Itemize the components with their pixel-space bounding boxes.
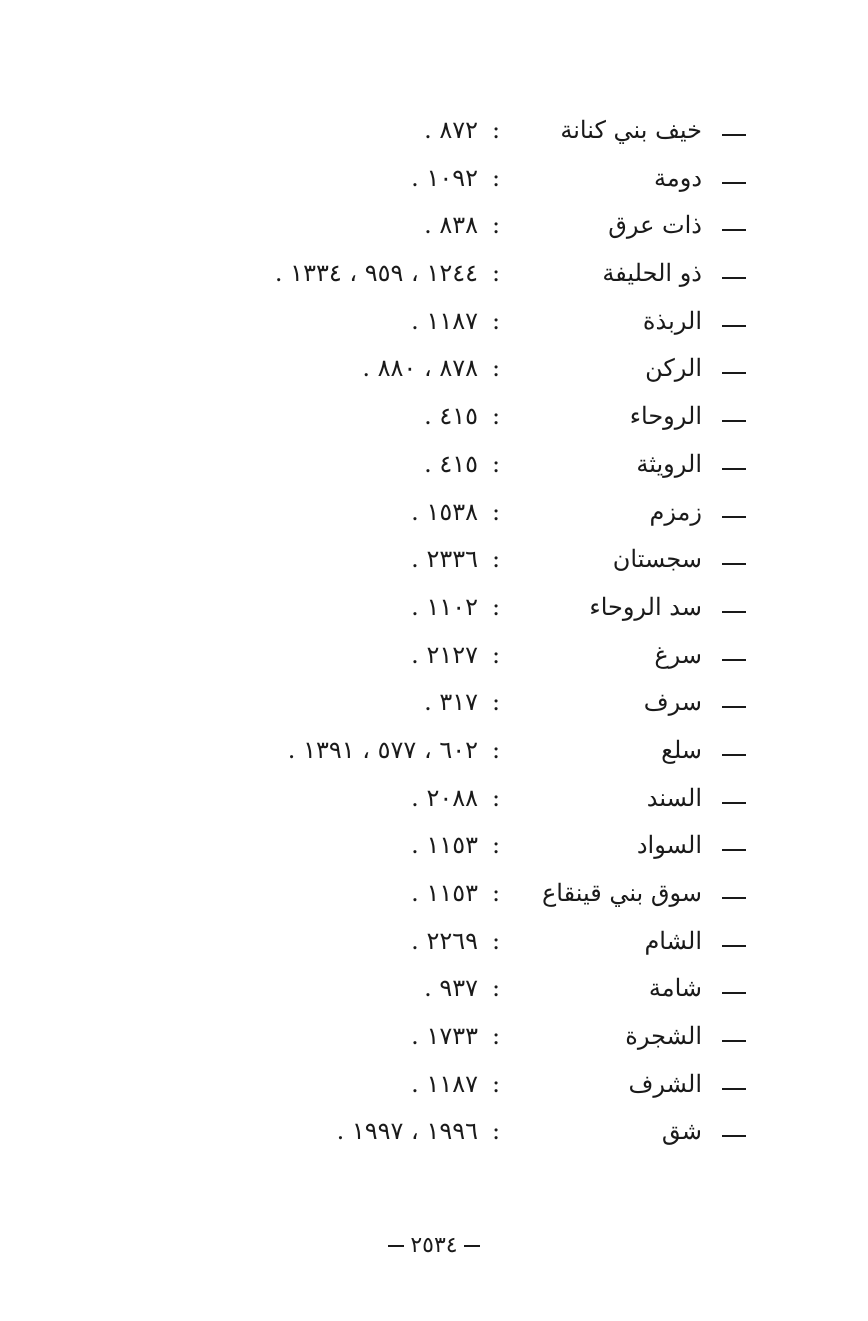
entry-colon: : [492,879,501,907]
entry-pages: ١١٥٣ . [411,879,478,907]
entry-dash [722,563,746,565]
entry-name: الرويثة [636,449,702,478]
entry-colon: : [492,211,501,240]
entry-colon: : [492,1069,501,1098]
entry-name: الربذة [642,306,702,335]
entry-pages: ١١٥٣ . [411,831,478,860]
entry-pages: ١٧٣٣ . [411,1022,478,1051]
page-footer [0,1233,868,1258]
index-entry [0,919,868,967]
entry-colon: : [492,259,501,288]
entry-name: الشام [644,926,702,955]
entry-name: الشرف [628,1069,702,1098]
index-entry [0,346,868,394]
entry-pages: ١١٨٧ . [411,1069,478,1098]
entry-pages: ٢١٢٧ . [411,640,478,669]
entry-dash [722,611,746,613]
entry-colon: : [492,974,501,1003]
entry-pages: ١١٠٢ . [411,592,478,621]
entry-colon: : [492,354,501,383]
entry-colon: : [492,926,501,955]
entry-dash [722,897,746,899]
entry-name: سجستان [612,545,702,574]
index-entry [0,728,868,776]
entry-pages: ٢٠٨٨ . [411,783,478,812]
entry-name: السواد [636,831,702,860]
entry-name: الركن [645,354,702,383]
entry-name: شق [661,1117,702,1146]
entry-dash [722,659,746,661]
entry-dash [722,516,746,518]
entry-colon: : [492,306,501,335]
entry-colon: : [492,545,501,574]
footer-dash-right [464,1245,480,1247]
entry-pages: ٢٢٦٩ . [411,926,478,955]
entry-dash [722,420,746,422]
entry-pages: ١١٨٧ . [411,306,478,335]
entry-pages: ٢٣٣٦ . [411,545,478,574]
entry-name: شامة [648,974,702,1003]
entry-dash [722,277,746,279]
entry-pages: ٤١٥ . [424,402,478,431]
entry-colon: : [492,831,501,860]
entry-dash [722,468,746,470]
entry-dash [722,325,746,327]
entry-pages: ٨٣٨ . [424,211,478,240]
entry-colon: : [492,1117,501,1146]
entry-pages: ٨٧٨ ، ٨٨٠ . [362,354,478,383]
page-number: ٢٥٣٤ [410,1233,458,1258]
entry-dash [722,849,746,851]
index-entry [0,776,868,824]
entry-colon: : [492,402,501,431]
entry-dash [722,945,746,947]
entry-colon: : [492,592,501,621]
index-entry [0,537,868,585]
index-entry [0,156,868,204]
entry-colon: : [492,449,501,478]
entry-dash [722,372,746,374]
index-entry [0,299,868,347]
index-entry [0,490,868,538]
entry-pages: ٩٣٧ . [424,974,478,1003]
entry-pages: ٦٠٢ ، ٥٧٧ ، ١٣٩١ . [287,735,478,764]
entry-dash [722,134,746,136]
index-entry [0,394,868,442]
entry-colon: : [492,640,501,669]
index-entry [0,633,868,681]
entry-name: سرف [643,688,702,717]
entry-name: سرغ [654,640,702,669]
entry-colon: : [492,497,501,526]
index-entry [0,203,868,251]
entry-pages: ٤١٥ . [424,449,478,478]
index-entry [0,108,868,156]
entry-pages: ١٥٣٨ . [411,497,478,526]
index-entry [0,1109,868,1157]
entry-dash [722,1088,746,1090]
entry-name: السند [646,783,702,812]
entry-name: ذو الحليفة [602,259,702,288]
entry-colon: : [492,688,501,717]
entry-dash [722,754,746,756]
entry-dash [722,802,746,804]
entry-colon: : [492,163,501,192]
entry-name: ذات عرق [608,211,702,240]
entry-pages: ١٩٩٦ ، ١٩٩٧ . [336,1117,478,1146]
entry-dash [722,229,746,231]
entry-dash [722,992,746,994]
index-entry [0,585,868,633]
index-entry [0,442,868,490]
index-entry [0,966,868,1014]
entry-colon: : [492,783,501,812]
entry-colon: : [492,1022,501,1051]
entry-name: خيف بني كنانة [560,116,702,144]
entry-name: سد الروحاء [589,592,702,621]
entry-name: دومة [654,163,702,192]
index-entry [0,1062,868,1110]
entry-dash [722,1135,746,1137]
entry-pages: ١٢٤٤ ، ٩٥٩ ، ١٣٣٤ . [274,259,478,288]
entry-pages: ٨٧٢ . [424,116,478,144]
index-entry [0,823,868,871]
index-entry [0,871,868,919]
index-entry [0,680,868,728]
entry-dash [722,1040,746,1042]
entry-name: الشجرة [625,1022,702,1051]
entry-name: زمزم [649,497,702,526]
index-entry [0,1014,868,1062]
entry-pages: ٣١٧ . [424,688,478,717]
entry-pages: ١٠٩٢ . [411,163,478,192]
entry-dash [722,182,746,184]
index-entry [0,251,868,299]
footer-dash-left [388,1245,404,1247]
index-entries [0,108,868,1157]
entry-name: سلع [661,735,702,764]
entry-colon: : [492,116,501,144]
entry-name: الروحاء [629,402,702,431]
entry-name: سوق بني قينقاع [541,879,702,907]
entry-colon: : [492,735,501,764]
entry-dash [722,706,746,708]
